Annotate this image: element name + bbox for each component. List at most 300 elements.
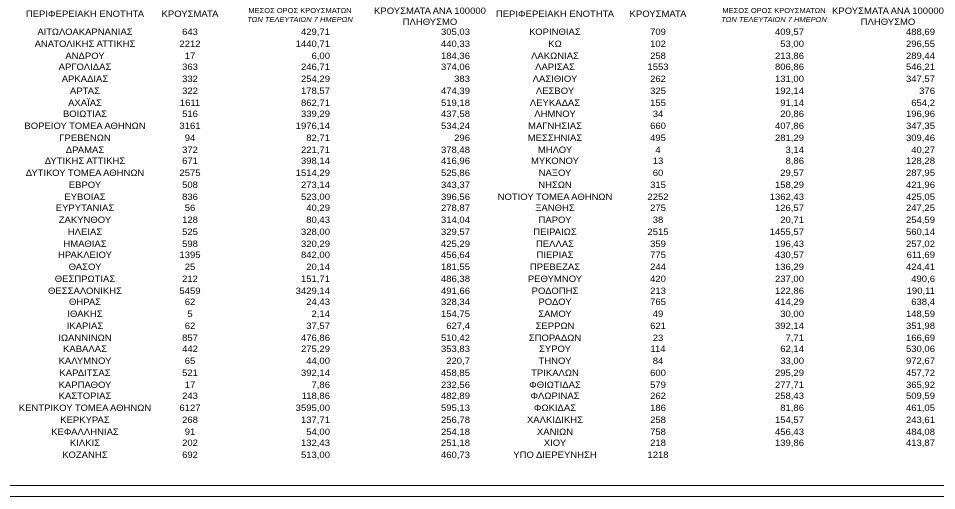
right-avg-7-days: 213,86 — [774, 50, 804, 62]
left-cases: 508 — [182, 179, 198, 191]
right-cases: 315 — [650, 179, 666, 191]
right-avg-7-days: 122,86 — [774, 285, 804, 297]
left-avg-7-days: 476,86 — [300, 332, 330, 344]
right-rate-per-100k: 257,02 — [905, 238, 935, 250]
right-cases: 213 — [650, 285, 666, 297]
left-cases: 17 — [184, 379, 196, 391]
right-cases: 102 — [650, 38, 666, 50]
left-region-name: ΔΥΤΙΚΟΥ ΤΟΜΕΑ ΑΘΗΝΩΝ — [25, 168, 145, 179]
header-region-left: ΠΕΡΙΦΕΡΕΙΑΚΗ ΕΝΟΤΗΤΑ — [25, 9, 145, 20]
table-row — [0, 380, 955, 392]
right-avg-7-days: 1455,57 — [769, 226, 804, 238]
left-rate-per-100k: 278,87 — [440, 203, 470, 215]
data-table — [0, 27, 955, 462]
right-rate-per-100k: 40,27 — [911, 144, 935, 156]
left-rate-per-100k: 296 — [454, 132, 470, 144]
table-row — [0, 168, 955, 180]
right-avg-7-days: 277,71 — [774, 379, 804, 391]
table-row — [0, 156, 955, 168]
left-region-name: ΙΘΑΚΗΣ — [67, 309, 103, 320]
right-cases: 600 — [650, 367, 666, 379]
left-region-name: ΚΑΣΤΟΡΙΑΣ — [58, 391, 112, 403]
right-cases: 186 — [650, 403, 666, 414]
header-region-right: ΠΕΡΙΦΕΡΕΙΑΚΗ ΕΝΟΤΗΤΑ — [495, 9, 615, 20]
right-region-name: ΧΑΛΚΙΔΙΚΗΣ — [526, 414, 584, 426]
right-avg-7-days: 20,71 — [780, 215, 804, 226]
left-cases: 857 — [182, 332, 198, 344]
table-row — [0, 286, 955, 298]
right-rate-per-100k: 247,25 — [905, 203, 935, 215]
table-row — [0, 51, 955, 63]
right-cases: 23 — [652, 332, 664, 344]
right-region-name: ΦΘΙΩΤΙΔΑΣ — [529, 379, 581, 391]
left-cases: 25 — [184, 262, 196, 273]
right-rate-per-100k: 289,44 — [905, 50, 935, 62]
left-cases: 2575 — [179, 168, 201, 179]
right-region-name: ΚΩ — [548, 38, 562, 50]
left-cases: 62 — [184, 320, 196, 332]
right-cases: 765 — [650, 297, 666, 309]
right-rate-per-100k: 560,14 — [905, 226, 935, 238]
left-avg-7-days: 392,14 — [300, 367, 330, 379]
right-rate-per-100k: 461,05 — [905, 403, 935, 414]
left-rate-per-100k: 474,39 — [440, 85, 470, 97]
left-rate-per-100k: 254,18 — [440, 426, 470, 438]
left-rate-per-100k: 491,66 — [440, 285, 470, 297]
right-avg-7-days: 139,86 — [774, 438, 804, 450]
left-rate-per-100k: 374,06 — [440, 62, 470, 74]
right-region-name: ΤΗΝΟΥ — [538, 356, 572, 367]
table-row — [0, 415, 955, 427]
right-rate-per-100k: 490,6 — [911, 273, 935, 285]
left-avg-7-days: 862,71 — [300, 97, 330, 109]
left-rate-per-100k: 510,42 — [440, 332, 470, 344]
right-avg-7-days: 30,00 — [780, 309, 804, 320]
left-region-name: ΚΕΝΤΡΙΚΟΥ ΤΟΜΕΑ ΑΘΗΝΩΝ — [18, 403, 152, 414]
left-rate-per-100k: 305,03 — [440, 27, 470, 38]
right-region-name: ΛΗΜΝΟΥ — [534, 109, 576, 121]
left-avg-7-days: 6,00 — [311, 50, 330, 62]
left-avg-7-days: 2,14 — [311, 309, 330, 320]
left-rate-per-100k: 328,34 — [440, 297, 470, 309]
right-region-name: ΡΟΔΟΠΗΣ — [531, 285, 579, 297]
right-avg-7-days: 392,14 — [774, 320, 804, 332]
right-cases: 2515 — [647, 226, 669, 238]
left-cases: 3161 — [179, 121, 201, 132]
left-rate-per-100k: 458,85 — [440, 367, 470, 379]
left-rate-per-100k: 154,75 — [440, 309, 470, 320]
right-cases: 359 — [650, 238, 666, 250]
left-avg-7-days: 246,71 — [300, 62, 330, 74]
left-rate-per-100k: 534,24 — [440, 121, 470, 132]
header-rate-right — [828, 6, 948, 28]
table-bottom-rule-2 — [10, 496, 944, 497]
left-avg-7-days: 118,86 — [301, 391, 330, 403]
right-avg-7-days: 456,43 — [774, 426, 804, 438]
right-region-name: ΣΠΟΡΑΔΩΝ — [528, 332, 582, 344]
right-region-name: ΠΡΕΒΕΖΑΣ — [529, 262, 581, 273]
right-cases: 1553 — [647, 62, 669, 74]
left-cases: 442 — [182, 344, 198, 356]
right-avg-7-days: 154,57 — [774, 414, 804, 426]
left-region-name: ΗΛΕΙΑΣ — [67, 226, 103, 238]
right-cases: 60 — [652, 168, 664, 179]
right-rate-per-100k: 166,69 — [905, 332, 935, 344]
table-row — [0, 274, 955, 286]
right-region-name: ΜΕΣΣΗΝΙΑΣ — [527, 132, 583, 144]
right-region-name: ΡΟΔΟΥ — [538, 297, 572, 309]
right-avg-7-days: 192,14 — [774, 85, 804, 97]
left-region-name: ΕΒΡΟΥ — [68, 179, 102, 191]
right-rate-per-100k: 638,4 — [911, 297, 935, 309]
left-region-name: ΑΧΑΪΑΣ — [68, 97, 102, 109]
header-rate-line1: ΚΡΟΥΣΜΑΤΑ ΑΝΑ 100000 — [832, 6, 944, 17]
table-row — [0, 321, 955, 333]
left-region-name: ΘΑΣΟΥ — [68, 262, 102, 273]
left-region-name: ΓΡΕΒΕΝΩΝ — [59, 132, 111, 144]
left-rate-per-100k: 486,38 — [440, 273, 470, 285]
left-avg-7-days: 275,29 — [300, 344, 330, 356]
left-avg-7-days: 1440,71 — [295, 38, 330, 50]
left-avg-7-days: 398,14 — [300, 156, 330, 168]
left-region-name: ΘΗΡΑΣ — [68, 297, 102, 309]
right-rate-per-100k: 148,59 — [905, 309, 935, 320]
left-cases: 322 — [182, 85, 198, 97]
left-rate-per-100k: 353,83 — [440, 344, 470, 356]
right-avg-7-days: 196,43 — [774, 238, 804, 250]
left-cases: 2212 — [179, 38, 201, 50]
table-row — [0, 121, 955, 133]
header-avg-right — [712, 6, 836, 24]
right-cases: 155 — [650, 97, 666, 109]
left-avg-7-days: 137,71 — [300, 414, 330, 426]
left-cases: 212 — [182, 273, 198, 285]
left-avg-7-days: 328,00 — [300, 226, 330, 238]
left-cases: 1395 — [179, 250, 201, 262]
table-row — [0, 391, 955, 403]
left-cases: 5 — [187, 309, 193, 320]
header-avg-line2: ΤΩΝ ΤΕΛΕΥΤΑΙΩΝ 7 ΗΜΕΡΩΝ — [247, 15, 353, 24]
left-rate-per-100k: 627,4 — [446, 320, 470, 332]
left-region-name: ΔΡΑΜΑΣ — [65, 144, 105, 156]
right-cases: 1218 — [647, 450, 669, 461]
right-region-name: ΜΑΓΝΗΣΙΑΣ — [528, 121, 582, 132]
right-region-name: ΠΕΙΡΑΙΩΣ — [533, 226, 577, 238]
table-row — [0, 133, 955, 145]
left-region-name: ΒΟΙΩΤΙΑΣ — [62, 109, 108, 121]
left-region-name: ΕΥΒΟΙΑΣ — [64, 191, 106, 203]
left-rate-per-100k: 460,73 — [440, 450, 470, 461]
left-avg-7-days: 429,71 — [300, 27, 330, 38]
left-avg-7-days: 523,00 — [300, 191, 330, 203]
right-cases: 420 — [650, 273, 666, 285]
left-avg-7-days: 37,57 — [306, 320, 330, 332]
right-rate-per-100k: 287,95 — [905, 168, 935, 179]
right-cases: 114 — [650, 344, 666, 356]
right-avg-7-days: 33,00 — [780, 356, 804, 367]
right-cases: 275 — [650, 203, 666, 215]
left-avg-7-days: 20,14 — [306, 262, 330, 273]
left-rate-per-100k: 456,64 — [440, 250, 470, 262]
left-region-name: ΚΑΛΥΜΝΟΥ — [58, 356, 112, 367]
left-region-name: ΚΟΖΑΝΗΣ — [62, 450, 108, 461]
right-avg-7-days: 53,00 — [780, 38, 804, 50]
left-rate-per-100k: 519,18 — [440, 97, 470, 109]
header-avg-line2: ΤΩΝ ΤΕΛΕΥΤΑΙΩΝ 7 ΗΜΕΡΩΝ — [721, 15, 827, 24]
left-avg-7-days: 7,86 — [311, 379, 330, 391]
left-cases: 65 — [184, 356, 196, 367]
left-avg-7-days: 254,29 — [300, 74, 330, 85]
right-avg-7-days: 158,29 — [774, 179, 804, 191]
left-region-name: ΗΡΑΚΛΕΙΟΥ — [58, 250, 112, 262]
left-avg-7-days: 132,43 — [300, 438, 330, 450]
header-cases-left: ΚΡΟΥΣΜΑΤΑ — [161, 9, 219, 20]
table-row — [0, 86, 955, 98]
table-row — [0, 109, 955, 121]
header-avg-line1: ΜΕΣΟΣ ΟΡΟΣ ΚΡΟΥΣΜΑΤΩΝ — [722, 6, 826, 15]
left-rate-per-100k: 232,56 — [440, 379, 470, 391]
left-cases: 91 — [184, 426, 196, 438]
left-region-name: ΘΕΣΣΑΛΟΝΙΚΗΣ — [48, 285, 122, 297]
right-avg-7-days: 7,71 — [785, 332, 804, 344]
right-rate-per-100k: 365,92 — [905, 379, 935, 391]
left-cases: 1611 — [179, 97, 201, 109]
left-region-name: ΑΙΤΩΛΟΑΚΑΡΝΑΝΙΑΣ — [37, 27, 133, 38]
left-rate-per-100k: 314,04 — [440, 215, 470, 226]
right-rate-per-100k: 254,59 — [905, 215, 935, 226]
right-cases: 758 — [650, 426, 666, 438]
right-rate-per-100k: 309,46 — [905, 132, 935, 144]
left-cases: 17 — [184, 50, 196, 62]
right-cases: 4 — [655, 144, 661, 156]
table-row — [0, 180, 955, 192]
right-region-name: ΛΑΚΩΝΙΑΣ — [531, 50, 579, 62]
right-region-name: ΠΕΛΛΑΣ — [535, 238, 575, 250]
header-rate-line1: ΚΡΟΥΣΜΑΤΑ ΑΝΑ 100000 — [374, 6, 486, 17]
right-region-name: ΞΑΝΘΗΣ — [535, 203, 575, 215]
right-cases: 34 — [652, 109, 664, 121]
right-cases: 775 — [650, 250, 666, 262]
right-region-name: ΚΟΡΙΝΘΙΑΣ — [529, 27, 581, 38]
right-cases: 325 — [650, 85, 666, 97]
right-cases: 38 — [652, 215, 664, 226]
right-region-name: ΦΩΚΙΔΑΣ — [533, 403, 577, 414]
right-avg-7-days: 131,00 — [774, 74, 804, 85]
table-row — [0, 438, 955, 450]
right-region-name: ΥΠΟ ΔΙΕΡΕΥΝΗΣΗ — [513, 450, 597, 461]
right-cases: 262 — [650, 391, 666, 403]
right-avg-7-days: 20,86 — [780, 109, 804, 121]
left-region-name: ΑΝΔΡΟΥ — [65, 50, 105, 62]
right-region-name: ΧΑΝΙΩΝ — [536, 426, 574, 438]
table-row — [0, 98, 955, 110]
header-avg-line1: ΜΕΣΟΣ ΟΡΟΣ ΚΡΟΥΣΜΑΤΩΝ — [248, 6, 352, 15]
right-cases: 218 — [650, 438, 666, 450]
left-rate-per-100k: 440,33 — [440, 38, 470, 50]
left-avg-7-days: 44,00 — [306, 356, 330, 367]
table-row — [0, 450, 955, 462]
right-region-name: ΛΑΡΙΣΑΣ — [535, 62, 575, 74]
right-cases: 495 — [650, 132, 666, 144]
right-avg-7-days: 81,86 — [780, 403, 804, 414]
right-rate-per-100k: 376 — [919, 85, 935, 97]
right-rate-per-100k: 530,06 — [905, 344, 935, 356]
left-avg-7-days: 1514,29 — [295, 168, 330, 179]
right-rate-per-100k: 243,61 — [905, 414, 935, 426]
left-region-name: ΘΕΣΠΡΩΤΙΑΣ — [54, 273, 116, 285]
left-rate-per-100k: 181,55 — [440, 262, 470, 273]
left-region-name: ΑΝΑΤΟΛΙΚΗΣ ΑΤΤΙΚΗΣ — [34, 38, 136, 50]
left-avg-7-days: 221,71 — [300, 144, 330, 156]
right-avg-7-days: 237,00 — [774, 273, 804, 285]
left-cases: 5459 — [179, 285, 201, 297]
right-avg-7-days: 281,29 — [774, 132, 804, 144]
right-region-name: ΠΙΕΡΙΑΣ — [536, 250, 574, 262]
table-row — [0, 403, 955, 415]
table-row — [0, 145, 955, 157]
right-rate-per-100k: 190,11 — [906, 285, 935, 297]
left-avg-7-days: 3595,00 — [295, 403, 330, 414]
right-region-name: ΛΕΥΚΑΔΑΣ — [529, 97, 581, 109]
left-region-name: ΚΕΦΑΛΛΗΝΙΑΣ — [51, 426, 119, 438]
left-avg-7-days: 151,71 — [300, 273, 330, 285]
left-region-name: ΚΑΒΑΛΑΣ — [63, 344, 107, 356]
left-cases: 516 — [182, 109, 198, 121]
right-region-name: ΛΕΣΒΟΥ — [535, 85, 575, 97]
table-row — [0, 356, 955, 368]
table-row — [0, 62, 955, 74]
table-row — [0, 227, 955, 239]
right-region-name: ΝΟΤΙΟΥ ΤΟΜΕΑ ΑΘΗΝΩΝ — [497, 191, 613, 203]
left-rate-per-100k: 251,18 — [440, 438, 470, 450]
left-cases: 243 — [182, 391, 198, 403]
right-rate-per-100k: 347,35 — [905, 121, 935, 132]
right-cases: 49 — [652, 309, 664, 320]
left-avg-7-days: 80,43 — [306, 215, 330, 226]
left-rate-per-100k: 383 — [454, 74, 470, 85]
right-cases: 258 — [650, 50, 666, 62]
header-rate-line2: ΠΛΗΘΥΣΜΟ — [860, 17, 916, 28]
table-row — [0, 427, 955, 439]
left-rate-per-100k: 184,36 — [440, 50, 470, 62]
left-cases: 94 — [184, 132, 196, 144]
right-cases: 2252 — [647, 191, 669, 203]
right-cases: 258 — [650, 414, 666, 426]
left-avg-7-days: 82,71 — [306, 132, 330, 144]
left-cases: 363 — [182, 62, 198, 74]
table-row — [0, 368, 955, 380]
right-rate-per-100k: 421,96 — [905, 179, 935, 191]
left-avg-7-days: 842,00 — [300, 250, 330, 262]
right-avg-7-days: 414,29 — [774, 297, 804, 309]
left-rate-per-100k: 343,37 — [440, 179, 470, 191]
right-avg-7-days: 136,29 — [774, 262, 804, 273]
left-cases: 643 — [182, 27, 198, 38]
left-region-name: ΑΡΓΟΛΙΔΑΣ — [58, 62, 112, 74]
left-region-name: ΙΩΑΝΝΙΝΩΝ — [58, 332, 112, 344]
right-avg-7-days: 295,29 — [774, 367, 804, 379]
header-avg-left — [238, 6, 362, 24]
left-rate-per-100k: 437,58 — [440, 109, 470, 121]
right-rate-per-100k: 484,08 — [905, 426, 935, 438]
left-cases: 598 — [182, 238, 198, 250]
left-avg-7-days: 178,57 — [300, 85, 330, 97]
right-region-name: ΠΑΡΟΥ — [538, 215, 572, 226]
left-region-name: ΗΜΑΘΙΑΣ — [63, 238, 107, 250]
right-rate-per-100k: 196,96 — [905, 109, 935, 121]
left-avg-7-days: 3429,14 — [295, 285, 330, 297]
right-region-name: ΡΕΘΥΜΝΟΥ — [527, 273, 583, 285]
left-cases: 128 — [182, 215, 198, 226]
left-avg-7-days: 54,00 — [306, 426, 330, 438]
right-region-name: ΜΥΚΟΝΟΥ — [531, 156, 579, 168]
right-avg-7-days: 29,57 — [780, 168, 804, 179]
left-region-name: ΚΙΛΚΙΣ — [69, 438, 101, 450]
left-avg-7-days: 320,29 — [300, 238, 330, 250]
table-row — [0, 333, 955, 345]
right-rate-per-100k: 546,21 — [905, 62, 935, 74]
right-cases: 660 — [650, 121, 666, 132]
left-region-name: ΚΑΡΠΑΘΟΥ — [58, 379, 112, 391]
table-row — [0, 297, 955, 309]
right-region-name: ΝΗΣΩΝ — [538, 179, 572, 191]
right-cases: 13 — [652, 156, 664, 168]
right-cases: 709 — [650, 27, 666, 38]
right-avg-7-days: 430,57 — [774, 250, 804, 262]
left-region-name: ΙΚΑΡΙΑΣ — [66, 320, 104, 332]
right-region-name: ΦΛΩΡΙΝΑΣ — [530, 391, 580, 403]
left-cases: 525 — [182, 226, 198, 238]
left-region-name: ΒΟΡΕΙΟΥ ΤΟΜΕΑ ΑΘΗΝΩΝ — [24, 121, 146, 132]
left-rate-per-100k: 378,48 — [440, 144, 470, 156]
left-cases: 521 — [182, 367, 198, 379]
table-row — [0, 215, 955, 227]
right-avg-7-days: 407,86 — [774, 121, 804, 132]
right-region-name: ΝΑΞΟΥ — [538, 168, 572, 179]
right-avg-7-days: 409,57 — [774, 27, 804, 38]
left-cases: 332 — [182, 74, 198, 85]
right-cases: 244 — [650, 262, 666, 273]
table-row — [0, 239, 955, 251]
table-row — [0, 27, 955, 39]
left-region-name: ΑΡΤΑΣ — [70, 85, 100, 97]
left-region-name: ΚΑΡΔΙΤΣΑΣ — [59, 367, 111, 379]
right-avg-7-days: 3,14 — [785, 144, 804, 156]
left-rate-per-100k: 425,29 — [440, 238, 470, 250]
left-region-name: ΚΕΡΚΥΡΑΣ — [60, 414, 110, 426]
table-row — [0, 262, 955, 274]
left-rate-per-100k: 482,89 — [440, 391, 470, 403]
left-rate-per-100k: 396,56 — [440, 191, 470, 203]
right-avg-7-days: 91,14 — [780, 97, 804, 109]
left-rate-per-100k: 525,86 — [440, 168, 470, 179]
table-row — [0, 203, 955, 215]
left-cases: 372 — [182, 144, 198, 156]
left-rate-per-100k: 220,7 — [446, 356, 470, 367]
right-rate-per-100k: 425,05 — [905, 191, 935, 203]
left-rate-per-100k: 256,78 — [440, 414, 470, 426]
header-rate-left — [370, 6, 490, 28]
table-row — [0, 74, 955, 86]
left-cases: 62 — [184, 297, 196, 309]
table-bottom-rule — [10, 485, 944, 486]
right-cases: 579 — [650, 379, 666, 391]
left-rate-per-100k: 416,96 — [440, 156, 470, 168]
right-rate-per-100k: 296,55 — [905, 38, 935, 50]
right-rate-per-100k: 488,69 — [905, 27, 935, 38]
right-rate-per-100k: 424,41 — [905, 262, 935, 273]
left-cases: 836 — [182, 191, 198, 203]
